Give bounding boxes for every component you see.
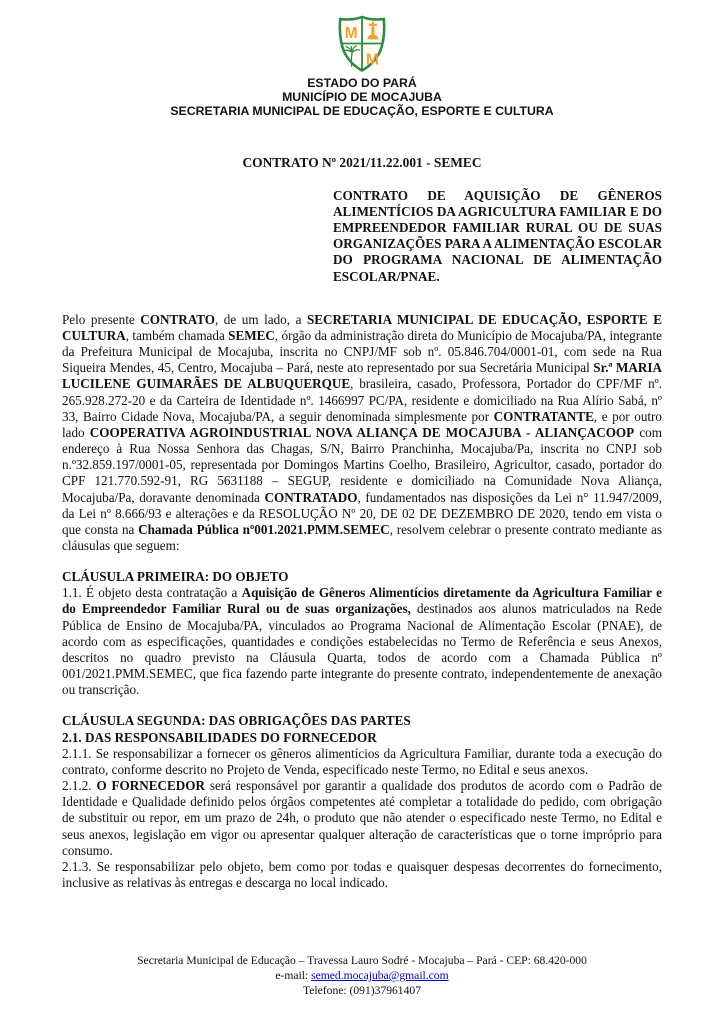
clause-1-body: 1.1. É objeto desta contratação a Aquisição de Gêneros Alimentícios diretamente da Agricultura Familiar e do Empreendedor Familiar Rural ou de suas organizações, destinados aos alunos matriculados na Rede Pública de Ensino de Mocajuba/PA, vinculados ao Programa Nacional de Alimentação Escolar (PNAE), de acordo com as especificações, quantidades e condições estabelecidas no Termo de Referência e seus Anexos, descritos no quadro previsto na Cláusula Quarta, todos de acordo com a Chamada Pública nº 001/2021.PMM.SEMEC, que fica fazendo parte integrante do presente contrato, independentemente de anexação ou transcrição. bbox=[62, 585, 662, 698]
footer-email-line bbox=[0, 968, 724, 983]
clause-2-subheading: 2.1. DAS RESPONSABILIDADES DO FORNECEDOR bbox=[62, 729, 377, 745]
m-letter-bottom-right: M bbox=[365, 51, 379, 69]
m-letter-top-left: M bbox=[344, 24, 358, 42]
municipal-crest-logo bbox=[336, 14, 388, 74]
header-line-municipality: MUNICÍPIO DE MOCAJUBA bbox=[282, 90, 442, 105]
clause-2-item-213: 2.1.3. Se responsabilizar pelo objeto, bem como por todas e quaisquer despesas decorrentes do fornecimento, inclusive as relativas às entregas e descarga no local indicado. bbox=[62, 858, 662, 890]
contract-number-title: CONTRATO Nº 2021/11.22.001 - SEMEC bbox=[242, 154, 482, 170]
clause-2-item-211: 2.1.1. Se responsabilizar a fornecer os gêneros alimentícios da Agricultura Familiar, durante toda a execução do contrato, conforme descrito no Projeto de Venda, especificado neste Termo, no Edital e seus anexos. bbox=[62, 745, 662, 777]
header-line-secretariat: SECRETARIA MUNICIPAL DE EDUCAÇÃO, ESPORTE E CULTURA bbox=[170, 104, 554, 119]
footer-address: Secretaria Municipal de Educação – Travessa Lauro Sodré - Mocajuba – Pará - CEP: 68.420-000 bbox=[137, 954, 587, 967]
footer-email-label: e-mail: bbox=[275, 969, 312, 982]
clause-1-heading: CLÁUSULA PRIMEIRA: DO OBJETO bbox=[62, 569, 289, 585]
footer bbox=[0, 953, 724, 998]
document-header bbox=[62, 14, 662, 119]
email-link[interactable]: semed.mocajuba@gmail.com bbox=[311, 969, 449, 982]
clause-2-item-212: 2.1.2. O FORNECEDOR será responsável por garantir a qualidade dos produtos de acordo com o Padrão de Identidade e Qualidade definido pelos órgãos competentes até completar a totalidade do pedido, com obrigação de substituir ou repor, em um prazo de 24h, o produto que não atender o especificado neste Termo, no Edital e seus anexos, legislação em vigor ou apresentar qualquer alteração de características que o torne impróprio para consumo. bbox=[62, 778, 662, 858]
header-line-state: ESTADO DO PARÁ bbox=[307, 76, 417, 90]
contract-subject-block: CONTRATO DE AQUISIÇÃO DE GÊNEROS ALIMENTÍCIOS DA AGRICULTURA FAMILIAR E DO EMPREENDEDOR FAMILIAR RURAL OU DE SUAS ORGANIZAÇÕES PARA A ALIMENTAÇÃO ESCOLAR DO PROGRAMA NACIONAL DE ALIMENTAÇÃO ESCOLAR/PNAE. bbox=[333, 187, 662, 284]
clause-2-heading: CLÁUSULA SEGUNDA: DAS OBRIGAÇÕES DAS PARTES bbox=[62, 713, 411, 729]
preamble-paragraph: Pelo presente CONTRATO, de um lado, a SECRETARIA MUNICIPAL DE EDUCAÇÃO, ESPORTE E CULTURA, também chamada SEMEC, órgão da administração direta do Município de Mocajuba/PA, integrante da Prefeitura Municipal de Mocajuba, inscrita no CNPJ/MF sob nº. 05.846.704/0001-01, com sede na Rua Siqueira Mendes, 45, Centro, Mocajuba – Pará, neste ato representado por sua Secretária Municipal Sr.ª MARIA LUCILENE GUIMARÃES DE ALBUQUERQUE, brasileira, casado, Professora, Portador do CPF/MF nº. 265.928.272-20 e da Carteira de Identidade nº. 1466997 PC/PA, residente e domiciliado na Rua Alírio Sabá, nº 33, Bairro Cidade Nova, Mocajuba/PA, a seguir denominada simplesmente por CONTRATANTE, e por outro lado COOPERATIVA AGROINDUSTRIAL NOVA ALIANÇA DE MOCAJUBA - ALIANÇACOOP com endereço à Rua Nossa Senhora das Chagas, S/N, Bairro Pranchinha, Mocajuba/Pa, inscrita no CNPJ sob n.º32.859.197/0001-05, representada por Domingos Martins Coelho, Brasileiro, Agricultor, casado, portador do CPF 121.770.592-91, RG 5631188 – SEGUP, residente e domiciliado na Comunidade Nova Aliança, Mocajuba/Pa, doravante denominada CONTRATADO, fundamentados nas disposições da Lei n° 11.947/2009, da Lei nº 8.666/93 e alterações e da RESOLUÇÃO Nº 20, DE 02 DE DEZEMBRO DE 2020, tendo em vista o que consta na Chamada Pública nº001.2021.PMM.SEMEC, resolvem celebrar o presente contrato mediante as cláusulas que seguem: bbox=[62, 311, 663, 554]
footer-phone: Telefone: (091)37961407 bbox=[303, 984, 421, 997]
